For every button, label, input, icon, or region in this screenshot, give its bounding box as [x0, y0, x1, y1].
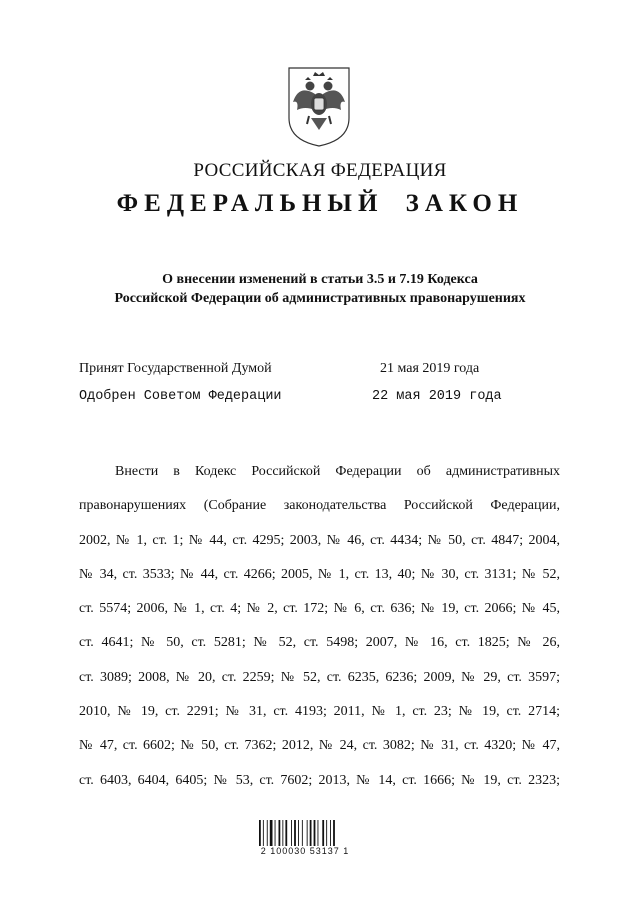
barcode-bar: [330, 820, 331, 846]
barcode-bar: [322, 820, 324, 846]
document-type: ФЕДЕРАЛЬНЫЙ ЗАКОН: [116, 190, 524, 217]
body-line: ст. 3089; 2008, № 20, ст. 2259; № 52, ст. 6235, 6236; 2009, № 29, ст. 3597;: [79, 669, 560, 685]
barcode-bar: [333, 820, 335, 846]
body-line: № 34, ст. 3533; № 44, ст. 4266; 2005, № 1, ст. 13, 40; № 30, ст. 3131; № 52,: [79, 566, 560, 582]
duma-adoption-label: Принят Государственной Думой: [79, 361, 272, 376]
body-line: Внести в Кодекс Российской Федерации об административных: [115, 464, 560, 479]
law-title-line: Российской Федерации об административных правонарушениях: [114, 291, 526, 306]
barcode-bar: [294, 820, 296, 846]
document-barcode: [258, 820, 350, 846]
barcode-bar: [285, 820, 287, 846]
barcode-bar: [298, 820, 299, 846]
barcode-number: 2 100030 53137 1: [260, 846, 350, 856]
council-approval-label: Одобрен Советом Федерации: [79, 389, 282, 404]
duma-adoption-date: 21 мая 2019 года: [380, 361, 480, 376]
barcode-bar: [314, 820, 316, 846]
body-line: 2010, № 19, ст. 2291; № 31, ст. 4193; 2011, № 1, ст. 23; № 19, ст. 2714;: [79, 704, 560, 720]
barcode-bar: [326, 820, 327, 846]
barcode-bar: [310, 820, 312, 846]
barcode-bar: [291, 820, 292, 846]
barcode-bar: [275, 820, 276, 846]
barcode-bar: [259, 820, 261, 846]
country-name: РОССИЙСКАЯ ФЕДЕРАЦИЯ: [193, 160, 447, 181]
law-body-text: [79, 455, 560, 798]
coat-of-arms-emblem: [285, 66, 353, 148]
law-title: [0, 270, 640, 308]
barcode-bar: [307, 820, 308, 846]
body-line: правонарушениях (Собрание законодательства Российской Федерации,: [79, 498, 560, 514]
body-line: ст. 6403, 6404, 6405; № 53, ст. 7602; 2013, № 14, ст. 1666; № 19, ст. 2323;: [79, 772, 560, 788]
barcode-bar: [318, 820, 319, 846]
body-line: ст. 4641; № 50, ст. 5281; № 52, ст. 5498; 2007, № 16, ст. 1825; № 26,: [79, 635, 560, 651]
barcode-bar: [263, 820, 264, 846]
law-title-line: О внесении изменений в статьи 3.5 и 7.19 Кодекса: [162, 272, 478, 287]
body-line: ст. 5574; 2006, № 1, ст. 4; № 2, ст. 172; № 6, ст. 636; № 19, ст. 2066; № 45,: [79, 601, 560, 617]
barcode-bar: [282, 820, 283, 846]
body-line: 2002, № 1, ст. 1; № 44, ст. 4295; 2003, № 46, ст. 4434; № 50, ст. 4847; 2004,: [79, 532, 560, 548]
barcode-bar: [270, 820, 273, 846]
council-approval-date: 22 мая 2019 года: [372, 389, 502, 404]
body-line: № 47, ст. 6602; № 50, ст. 7362; 2012, № 24, ст. 3082; № 31, ст. 4320; № 47,: [79, 738, 560, 754]
barcode-bar: [279, 820, 281, 846]
barcode-bar: [302, 820, 303, 846]
barcode-bar: [267, 820, 268, 846]
